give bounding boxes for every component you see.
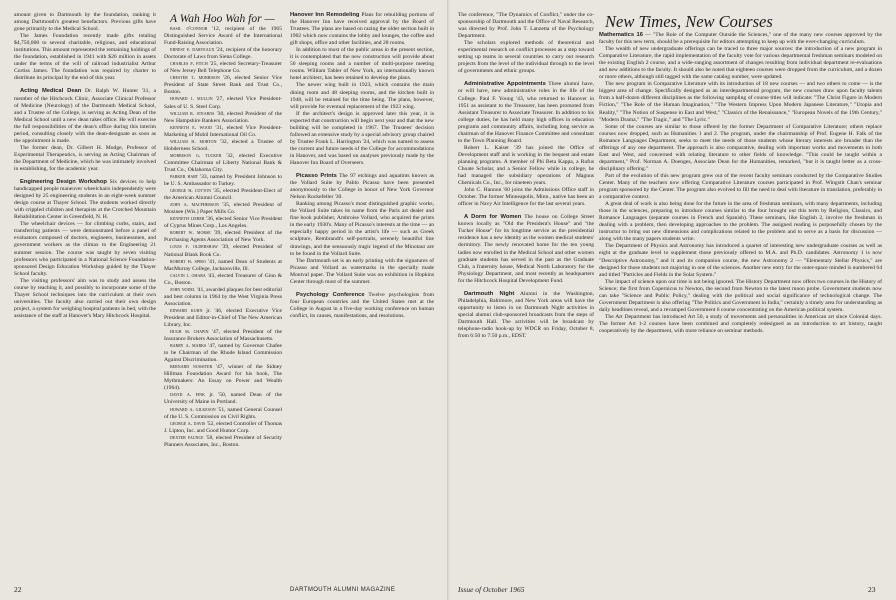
- alumni-honor-item: [164, 421, 282, 435]
- alumni-honor-item: [164, 435, 282, 449]
- alumni-honor-item: [164, 308, 282, 329]
- alumni-honor-item: [164, 188, 282, 202]
- paragraph: [14, 145, 156, 173]
- alumni-name: robert w. morse: [170, 230, 211, 237]
- alumni-honor-text: '27, elected Vice President-Sales of U. S. Steel Corp.: [164, 96, 282, 110]
- section-heading: Administrative Appointments: [464, 81, 546, 88]
- alumni-name: dexter faunce: [170, 434, 204, 441]
- alumni-honor-text: '47, elected President of the Insurance Brokers Association of Massachusetts.: [164, 329, 282, 343]
- section-heading: Psychology Conference: [296, 291, 365, 298]
- alumni-honor-item: [164, 216, 282, 230]
- alumni-honor-text: '26, elected Senior Vice President of State Street Bank and Trust Co., Boston.: [164, 75, 282, 96]
- alumni-name: bernard nossiter: [170, 364, 213, 371]
- alumni-honor-text: '35, elected President of Mosinee (Wis.) Paper Mills Co.: [164, 202, 282, 216]
- alumni-honor-text: '31, elected Vice President-Marketing of Mobil International Oil Co.: [164, 124, 282, 138]
- section-heading: Hanover Inn Remodeling: [290, 12, 360, 18]
- alumni-name: parker hart: [170, 173, 199, 180]
- alumni-honor-item: [164, 139, 282, 153]
- alumni-honor-item: [164, 259, 282, 273]
- alumni-honor-text: '39, elected President of the Purchasing Agents Association of New York.: [164, 230, 282, 244]
- paragraph-text: The Art Department has introduced Art 50, a study of movements and personalities in American art since Colonial days. The former Art 1-2 courses have been combined and completely redesigned as an introduction to art history, taught cooperatively by the department, with more reliance on seminar methods.: [599, 313, 882, 334]
- alumni-honor-text: '32, elected Executive Committee Chairman of Liberty National Bank & Trust Co., Oklahoma City.: [164, 152, 282, 173]
- column-4: [458, 12, 594, 578]
- paragraph-text: In addition to most of the public areas in the present section, it is contemplated that the new construction will provide about 50 sleeping rooms and a number of multi-purpose meeting rooms. William Tabler of New York, an internationally known hotel architect, has been retained to develop the plans.: [290, 47, 434, 82]
- paragraph-text: The conference, "The Dynamics of Conflict," under the co-sponsorship of Dartmouth and the Office of Naval Research, was directed by Prof. John T. Lanzetta of the Psychology Department.: [458, 12, 594, 40]
- footer-left-page-number: 22: [14, 585, 22, 594]
- paragraph: [290, 111, 434, 167]
- column-3: [290, 12, 434, 578]
- alumni-honor-item: [164, 392, 282, 406]
- paragraph-text: — "The Role of the Computer Outside the Sciences," one of the many new courses approved by the faculty for this new term, should be a prerequisite for editors attempting to keep up with the ever-changing curriculum.: [599, 32, 882, 46]
- alumni-honor-text: '33, named by President Johnson to be U. S. Ambassador to Turkey.: [164, 173, 282, 188]
- alumni-honor-item: [164, 75, 282, 96]
- paragraph: [290, 12, 434, 47]
- alumni-honor-item: [164, 61, 282, 75]
- alumni-honor-text: '52, elected Controller of Thomas J. Lipton, Inc. and Good Humor Corp.: [164, 420, 282, 434]
- paragraph-text: A great deal of work is also being done for the future in the area of freshman seminars, with many departments, including those in the sciences, preparing to introduce courses similar to the four brought out this term by Religion, Classics, and Romance Languages (separate courses in French and Spanish). These seminars, like English 2, involve the freshman in dealing with a problem, then developing approaches to the problem. The assigned reading is purposefully chosen by the instructor to bring out new dimensions and complications related to the problem and to serve as a basis for discussion — along with the many papers students write.: [599, 201, 882, 243]
- paragraph: [290, 201, 434, 257]
- alumni-name: basil o'connor: [170, 26, 208, 32]
- alumni-name: hugh m. chapin: [170, 329, 209, 336]
- alumni-honor-text: jr. '46, elected Executive Vice President and Editor-in-Chief of The New American Library, Inc.: [164, 307, 282, 328]
- alumni-honor-text: '47, named by Governor Chafee to be Chairman of the Rhode Island Commission Against Discrimination.: [164, 343, 282, 364]
- paragraph-text: Robert L. Kaiser '39 has joined the Office of Development staff and is working in the bequest and estate planning programs. A member of Phi Beta Kappa, a Rufus Choate Scholar, and a Senior Fellow while in college, he had managed the subsidiary operations of Magnus Chemicals Co., Inc., for nineteen years.: [458, 144, 594, 187]
- paragraph-text: The wealth of new undergraduate offerings can be traced to three major sources: the introduction of a new program in Comparative Literature, the rapid implementation of the faculty vote for various departmental freshman seminars modeled on the existing English 2 course, and a wide-ranging assortment of changes resulting from individual department re-evaluations and new additions to the faculty. It should also be noted that eighteen courses were dropped from the curriculum, and a dozen or more others, although still tagged with the same catalog number, were updated.: [599, 46, 882, 81]
- paragraph-text: The 97 etchings and aquatints known as the Vollard Suite by Pablo Picasso have been presented anonymously to the College in honor of New York Governor Nelson Rockefeller '30.: [290, 173, 434, 201]
- footer-right-page-number: 23: [868, 585, 876, 594]
- alumni-honor-item: [164, 47, 282, 61]
- footer-issue: Issue of October 1965: [458, 585, 525, 594]
- new-courses-heading: New Times, New Courses: [605, 12, 773, 31]
- paragraph: [14, 33, 156, 82]
- paragraph: [458, 214, 594, 284]
- alumni-name: john nodel: [170, 286, 196, 293]
- alumni-name: william h. morton: [170, 138, 217, 145]
- alumni-honor-text: '51, named General Counsel of the U. S. Commission on Civil Rights.: [164, 406, 282, 420]
- paragraph-text: The James Foundation recently made gifts totaling $4,750,000 to several charitable, religious, and educational institutions. This amount represented the remaining holdings of the foundation, established in 1941 with $26 million in assets under the terms of the will of railroad industrialist Arthur Curtiss James. The foundation was required by charter to distribute its principal by the end of this year.: [14, 33, 156, 82]
- paragraph: [458, 187, 594, 208]
- alumni-honor-text: '25, elected Secretary-Treasurer of New Jersey Bell Telephone Co.: [164, 61, 282, 75]
- alumni-name: morrison g. tucker: [170, 152, 222, 159]
- section-heading: Dartmouth Night: [464, 290, 515, 297]
- alumni-name: robert h. spiro: [170, 258, 206, 265]
- alumni-honor-text: '58, elected President of Security Planners Associates, Inc., Boston.: [164, 434, 282, 448]
- paragraph: [290, 173, 434, 201]
- paragraph-text: The Dartmouth set is an early printing with the signatures of Picasso and Vollard as watermarks in the specially made Montval paper. The Vollard Suite was on exhibition in Hopkins Center through most of the summer.: [290, 257, 434, 285]
- alumni-name: chester t. morrison: [170, 75, 220, 82]
- alumni-name: barry a. marks: [170, 343, 207, 350]
- paragraph-text: Three alumni have, or will have, new administrative roles in the life of the College. Paul F. Young '43, who returned to Hanover in 1951 as assistant to the Treasurer, has been promoted from Assistant Treasurer to Associate Treasurer. In addition to his college duties, he has held many high offices in education programs and community affairs, including long service as chairman of the Hanover Finance Committee and consultant to the Town Planning Board.: [458, 81, 594, 144]
- paragraph-text: The house on College Street known locally as "Old the President's House" and "the Tucker House" for its longtime service as the presidential residence has a new identity as the women medical students' dormitory. The newly renovated home for the ten young ladies now enrolled in the Medical School and other women graduate students has served in the past as the Graduate Club, a fraternity house, Medical North Laboratory for the Physiology Department, and most recently as headquarters for the Hitchcock Hospital Development Fund.: [458, 214, 594, 284]
- paragraph-text: Dr. Ralph W. Hunter '31, a member of the Hitchcock Clinic, Associate Clinical Professor of Medicine (Neurology) of the Dartmouth Medical School, and a Trustee of the College, is serving as Acting Dean of the Medical School until a new dean takes office. He will exercise the full responsibilities of the dean's office during this interim period, consulting closely with the dean-designate as soon as the appointment is made.: [14, 88, 156, 144]
- alumni-honor-item: [164, 287, 282, 308]
- alumni-honor-text: jr. '50, named Dean of the University of Maine in Portland.: [164, 392, 282, 406]
- paragraph-text: amount given to Dartmouth by the foundation, ranking it among Dartmouth's greatest benefactors. Previous gifts have gone primarily to the Medical School.: [14, 12, 156, 33]
- paragraph: [599, 279, 882, 314]
- alumni-honor-item: [164, 153, 282, 174]
- new-courses-body: [599, 32, 882, 335]
- paragraph: [290, 292, 434, 320]
- alumni-honor-item: [164, 174, 282, 188]
- section-heading: Engineering Design Workshop: [20, 179, 107, 186]
- paragraph-text: The Department of Physics and Astronomy has introduced a quartet of interesting new undergraduate courses as well as eight at the graduate level to supplement those previously offered to M.A. and Ph.D. candidates. Astronomy 1 is now "Descriptive Astronomy," and it and its companion course, the new Astronomy 2 — "Elementary Stellar Physics," are designed for those students not majoring in one of the sciences. Another new entry for the outer-space minded is numbered 64 and titled "Particles and Fields in the Solar System.": [599, 243, 882, 278]
- column-2-alumni-honors: [164, 12, 282, 578]
- paragraph-text: Plans for rebuilding portions of the Hanover Inn have received approval by the Board of Trustees. The plans are based on razing the older section built in 1902 which now contains the lobby and lounges, the coffee and gift shops, office and other facilities, and 28 rooms.: [290, 12, 434, 47]
- paragraph: [458, 12, 594, 40]
- paragraph-text: The impact of science upon our time is not being ignored. The History Department now offers two courses in the History of Science; the first from Copernicus to Newton, the second from Newton to the latest moon probe. Government students now can take "Science and Public Policy," dealing with the political and social significance of technological change. The Government Department is also offering "The Politics and Government in India," certainly a timely area for understanding as daily headlines reveal, and a revamped Government 6 course concentrating on the American political system.: [599, 278, 882, 313]
- paragraph-text: Alumni in the Washington, Philadelphia, Baltimore, and New York areas will have the opportunity to listen in on Dartmouth Night activities in special alumni club-sponsored broadcasts from the steps of Dartmouth Hall. The activities will be broadcast by telephone-radio hook-up by WDCR on Friday, October 8, from 6:50 to 7:50 p.m., EDST.: [458, 290, 594, 340]
- paragraph-text: If the architect's design is approved later this year, it is expected that construction will begin next year and that the new building will be completed in 1967. The Trustees' decision followed an extensive study by a special advisory group chaired by Trustee Frank L. Harrington '24, which was named to assess the current and future needs of the College for accommodations in Hanover, and was based on analyses previously made by the Hanover Inn Board of Overseers.: [290, 110, 434, 166]
- alumni-name: kenneth e. wood: [170, 124, 212, 131]
- paragraph-text: The newer wing built in 1923, which contains the main dining room and 48 sleeping rooms, and the kitchen built in 1948, will be retained for the time being. The plans, however, will provide for eventual replacement of the 1923 wing.: [290, 82, 434, 110]
- paragraph: [599, 201, 882, 243]
- alumni-name: kenneth lieber: [170, 216, 205, 223]
- alumni-name: howard a. gilkeson: [170, 406, 216, 413]
- paragraph-text: Some of the courses are similar to those offered by the former Department of Comparative Literature; others replace courses now dropped, such as Humanities 1 and 2. The program, under the chairmanship of Prof. Eugene H. Falk of the Romance Languages Department, seeks to meet the needs of those students whose literary interests are broader than the offerings of any one department. The approach is also comparative, dealing with important works and movements in both East and West, and concerned with relating literature to other fields of knowledge. "This could be taught within a department," Prof. Norman A. Doenges, Associate Dean for the Humanities, remarked, "but it is taught better as a cross-disciplinary offering.": [599, 123, 882, 172]
- paragraph: [458, 291, 594, 340]
- paragraph: [599, 81, 882, 123]
- alumni-honor-item: [164, 230, 282, 244]
- alumni-name: george a. davis: [170, 420, 206, 427]
- alumni-honor-text: '47, winner of the Sidney Hillman Foundation Award for his book, The Mythmakers: An Essay on Power and Wealth (1964).: [164, 364, 282, 392]
- paragraph: [599, 173, 882, 201]
- paragraph-text: The wheelchair devices — for climbing curbs, stairs, and transferring patients — were demonstrated before a panel of evaluators composed of doctors, engineers, businessmen, and government workers as the climax to the Engineering 21 summer session. The course was taught by seven visiting professors who participated in a National Science Foundation-sponsored Design Education Workshop guided by the Thayer School faculty.: [14, 221, 156, 277]
- alumni-honor-item: [164, 111, 282, 125]
- alumni-name: calvin j. ohara: [170, 272, 206, 279]
- footer-magazine-title: DARTMOUTH ALUMNI MAGAZINE: [290, 587, 396, 593]
- alumni-honor-text: '43, elected Treasurer of Ginn & Co., Boston.: [164, 272, 282, 286]
- paragraph-text: The former dean, Dr. Gilbert H. Mudge, Professor of Experimental Therapeutics, is serving as Acting Chairman of the Department of Medicine, which he was intimately involved in establishing, for the academic year.: [14, 144, 156, 172]
- alumni-honor-item: [164, 364, 282, 392]
- alumni-name: ernest f. darveaux: [170, 47, 215, 54]
- alumni-honor-text: '12, recipient of the 1965 Distinguished Service Award of the International Fund-Raising Association.: [164, 26, 282, 47]
- paragraph-text: John C. Hannon '60 joins the Admissions Office staff in October. The former Minneapolis, Minn., native has been an officer in Navy Air Intelligence for the last several years.: [458, 187, 594, 208]
- alumni-name: howard j. mullin: [170, 96, 213, 103]
- alumni-honor-item: [164, 407, 282, 421]
- paragraph-text: Part of the evolution of this new program grew out of the recent faculty seminars conducted by the Comparative Studies Center. Many of the teachers now offering Comparative Literature courses participated in Prof. Wingstit Chan's seminar program sponsored by the Center. The program also evolved to fill the need to deal with literature in translation, preferably in a comparative context.: [599, 172, 882, 201]
- paragraph: [599, 124, 882, 173]
- section-heading: Picasso Prints: [296, 173, 337, 180]
- alumni-name: william r. stearns: [170, 110, 215, 117]
- paragraph: [599, 314, 882, 335]
- alumni-name: david a. fink: [170, 392, 205, 399]
- section-heading: A Dorm for Women: [464, 214, 522, 221]
- section-heading: Acting Medical Dean: [20, 88, 82, 95]
- column-5: [599, 12, 882, 578]
- alumni-honor-text: '36, elected Senior Vice President of Cyprus Mines Corp., Los Angeles.: [164, 216, 282, 230]
- paragraph-text: Six devices to help handicapped people maneuver wheelchairs independently were designed by 25 engineering students in an eight-week summer design course at Thayer School. The students worked directly with crippled children and therapists at the Crotched Mountain Rehabilitation Center in Greenfield, N. H.: [14, 179, 156, 221]
- page-gutter: [447, 0, 450, 600]
- alumni-honor-text: '35, elected President-Elect of the American Alumni Council.: [164, 188, 282, 202]
- alumni-honor-item: [164, 343, 282, 364]
- alumni-honor-text: '30, elected President of the New Hampshire Bankers Association.: [164, 110, 282, 124]
- paragraph: [14, 221, 156, 277]
- alumni-name: charles p. fitch: [170, 61, 208, 68]
- alumni-name: george h. cotton: [170, 188, 211, 195]
- alumni-honor-text: '32, elected a Trustee of Hobderness School.: [164, 138, 282, 152]
- alumni-honor-item: [164, 26, 282, 47]
- alumni-honors-list: [164, 26, 282, 449]
- paragraph: [14, 278, 156, 320]
- alumni-honor-item: [164, 244, 282, 258]
- paragraph-text: Ranking among Picasso's most distinguished graphic works, the Vollard Suite takes its name from the Paris art dealer and fine book publisher, Ambroise Vollard, who acquired the prints in the early 1930's. Many of Picasso's interests at the time — an especially happy period in the artist's life — such as Greek sculpture, Rembrandt's self-portraits, serenely beautiful line drawings, and the sensuously tragic legend of the Minotaur are to be found in the Vollard Suite.: [290, 201, 434, 257]
- paragraph: [290, 82, 434, 110]
- paragraph-text: Twelve psychologists from four European countries and the United States met at the College in August in a five-day working conference on human conflict, its causes, manifestations, and resolutions.: [290, 291, 434, 319]
- paragraph: [458, 81, 594, 144]
- alumni-honor-item: [164, 329, 282, 343]
- paragraph: [290, 47, 434, 82]
- alumni-name: john a. macpherson: [170, 202, 219, 209]
- paragraph: [458, 40, 594, 75]
- alumni-honor-text: '41, named Dean of Students at MacMurray College, Jacksonville, Ill.: [164, 258, 282, 272]
- column-1: [14, 12, 156, 578]
- alumni-honor-item: [164, 273, 282, 287]
- paragraph: [14, 12, 156, 33]
- alumni-honor-item: [164, 202, 282, 216]
- paragraph: [458, 145, 594, 187]
- paragraph-text: The new program in Comparative Literature with its introduction of 18 new courses — and two others to come — is the biggest area of change. Specifically designed as an interdepartmental program, the new courses draw upon faculty talents from a half-dozen different disciplines as the following sampling of course titles will indicate: "The Christ Figure in Modern Fiction," "The Role of the Human Imagination," "The Western Impress Upon Modern Japanese Literature," "Utopia and Reality," "The Notion of Suspense in East and West," "Classics of the Renaissance," "European Novels of the 19th Century," "Modern Drama," "The Tragic," and "The Lyric.": [599, 81, 882, 123]
- alumni-honor-text: '24, recipient of the honorary Doctorate of Laws from Siena College.: [164, 47, 282, 61]
- alumni-honor-item: [164, 125, 282, 139]
- wah-hoo-wah-heading: A Wah Hoo Wah for —: [170, 13, 275, 25]
- paragraph: [599, 243, 882, 278]
- alumni-honor-text: '39, elected President of National Blank Book Co.: [164, 244, 282, 258]
- paragraph: [14, 179, 156, 221]
- paragraph: [14, 88, 156, 144]
- paragraph: [599, 46, 882, 81]
- alumni-name: edward kuhn: [170, 307, 203, 314]
- alumni-honor-text: '41, awarded plaques for best editorial and best column in 1964 by the West Virginia Press Association.: [164, 286, 282, 307]
- paragraph-text: The visiting professors' aim was to study and assess the course by teaching it, and possibly to incorporate some of the Thayer School techniques into the curriculum at their own universities. The faculty also carried out their own design project, a system for weighing hospital patients in bed, with the assistance of the staff at Hanover's Mary Hitchcock Hospital.: [14, 277, 156, 319]
- paragraph: [599, 32, 882, 46]
- section-heading: Mathematics 16: [599, 32, 643, 38]
- alumni-name: louis f. oldershaw: [170, 244, 218, 251]
- alumni-honor-item: [164, 96, 282, 110]
- paragraph: [290, 258, 434, 286]
- paragraph-text: The scholars explored methods of theoretical and experimental research on conflict processes as a step toward setting up teams in several countries to carry out research projects from the level of the individual through to the level of governments and ethnic groups.: [458, 40, 594, 75]
